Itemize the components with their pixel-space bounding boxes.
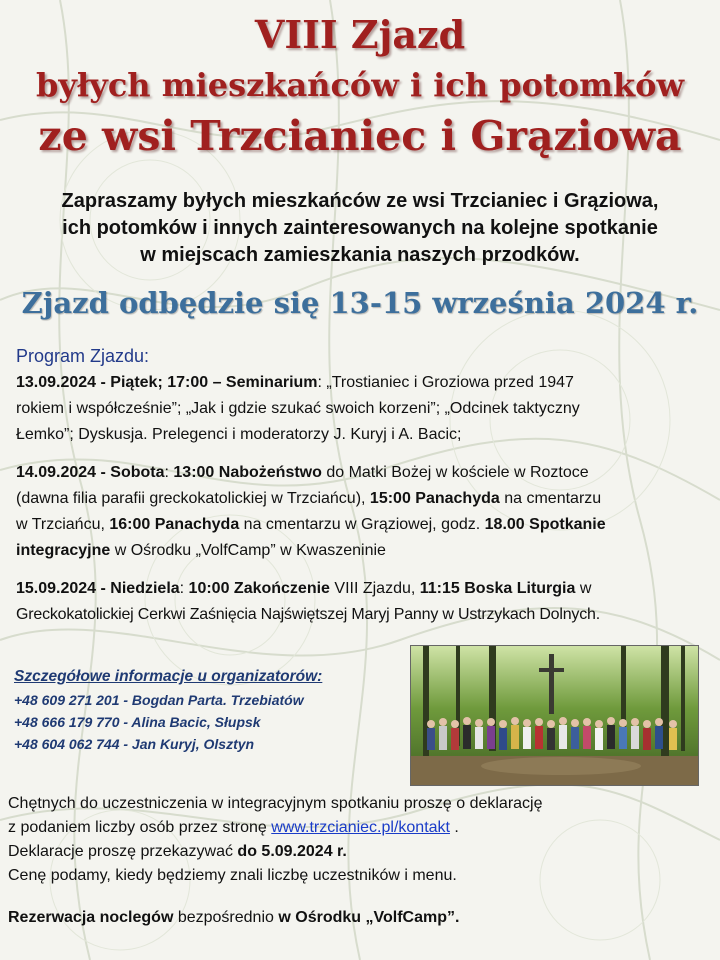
group-photo <box>410 645 699 786</box>
day-2-time: integracyjne <box>16 542 111 559</box>
day-2-time: 15:00 Panachyda <box>369 490 500 507</box>
registration-text: Deklaracje proszę przekazywać <box>8 843 238 860</box>
intro-line: w miejscach zamieszkania naszych przodków. <box>140 244 580 266</box>
organizer-contact: +48 609 271 201 - Bogdan Parta. Trzebiatów <box>14 692 304 708</box>
intro-line: Zapraszamy byłych mieszkańców ze wsi Trzcianiec i Grąziowa, <box>61 190 659 212</box>
deadline-date: do 5.09.2024 r. <box>237 843 347 860</box>
day-1-text: : „Trostianiec i Groziowa przed 1947 <box>317 374 574 391</box>
accommodation-label: Rezerwacja noclegów <box>8 909 174 926</box>
day-3-time: 11:15 Boska Liturgia <box>419 580 576 597</box>
day-2-text: w Trzciańcu, <box>16 516 110 533</box>
intro-text <box>10 188 710 269</box>
intro-line: ich potomków i innych zainteresowanych na kolejne spotkanie <box>62 217 658 239</box>
registration-text: Chętnych do uczestniczenia w integracyjnym spotkaniu proszę o deklarację <box>8 795 543 812</box>
day-2-time: 18.00 Spotkanie <box>484 516 606 533</box>
accommodation-text: bezpośrednio <box>173 909 279 926</box>
day-2-text: (dawna filia parafii greckokatolickiej w Trzciańcu), <box>16 490 370 507</box>
day-2-text: na cmentarzu <box>499 490 602 507</box>
organizers-info <box>14 666 322 755</box>
title-line-1: VIII Zjazd <box>254 12 466 57</box>
day-1-date: 13.09.2024 - Piątek; 17:00 – Seminarium <box>16 374 318 391</box>
day-2-text: w Ośrodku „VolfCamp” w Kwaszeninie <box>110 542 386 559</box>
day-3-date: 15.09.2024 - Niedziela <box>16 580 180 597</box>
event-date-heading: Zjazd odbędzie się 13-15 września 2024 r. <box>21 286 699 320</box>
program-day-3: 15.09.2024 - Niedziela: 10:00 Zakończenie VIII Zjazdu, 11:15 Boska Liturgia w Greckokatolickiej Cerkwi Zaśnięcia Najświętszej Maryj Panny w Ustrzykach Dolnych. <box>16 576 716 628</box>
title-line-2: byłych mieszkańców i ich potomków <box>35 66 685 104</box>
registration-text: z podaniem liczby osób przez stronę <box>8 819 272 836</box>
accommodation-venue: w Ośrodku „VolfCamp”. <box>278 909 460 926</box>
registration-text: . <box>449 819 459 836</box>
day-2-date: 14.09.2024 - Sobota <box>16 464 165 481</box>
day-3-text: Greckokatolickiej Cerkwi Zaśnięcia Najświętszej Maryj Panny w Ustrzykach Dolnych. <box>16 606 600 623</box>
group-photo-illustration <box>411 646 698 785</box>
day-3-text: VIII Zjazdu, <box>329 580 420 597</box>
accommodation-info <box>8 906 718 930</box>
program-day-2: 14.09.2024 - Sobota: 13:00 Nabożeństwo do Matki Bożej w kościele w Roztoce (dawna filia parafii greckokatolickiej w Trzciańcu), 15:00 Panachyda na cmentarzu w Trzciańcu, 16:00 Panachyda na cmentarzu w Grąziowej, godz. 18.00 Spotkanie integracyjne w Ośrodku „VolfCamp” w Kwaszeninie <box>16 464 606 559</box>
program-day-1 <box>16 370 716 448</box>
program-heading: Program Zjazdu: <box>16 346 150 366</box>
day-2-time: Panachyda <box>150 516 240 533</box>
day-2-text: na cmentarzu w Grąziowej, godz. <box>239 516 485 533</box>
registration-info <box>8 792 718 888</box>
day-2-time: 16:00 <box>109 516 151 533</box>
day-2-time: 13:00 Nabożeństwo <box>173 464 322 481</box>
title-line-3: ze wsi Trzcianiec i Grąziowa <box>38 112 682 160</box>
organizer-contact: +48 604 062 744 - Jan Kuryj, Olsztyn <box>14 736 255 752</box>
day-3-text: w <box>575 580 592 597</box>
organizer-contact: +48 666 179 770 - Alina Bacic, Słupsk <box>14 714 261 730</box>
day-2-text: do Matki Bożej w kościele w Roztoce <box>321 464 589 481</box>
organizers-title: Szczegółowe informacje u organizatorów: <box>14 668 323 685</box>
day-1-text: Łemko”; Dyskusja. Prelegenci i moderatorzy J. Kuryj i A. Bacic; <box>16 426 462 443</box>
registration-text: Cenę podamy, kiedy będziemy znali liczbę uczestników i menu. <box>8 867 457 884</box>
day-3-time: 10:00 Zakończenie <box>188 580 330 597</box>
contact-link[interactable]: www.trzcianiec.pl/kontakt <box>271 819 450 836</box>
day-1-text: rokiem i współcześnie”; „Jak i gdzie szukać swoich korzeni”; „Odcinek taktyczny <box>16 400 580 417</box>
